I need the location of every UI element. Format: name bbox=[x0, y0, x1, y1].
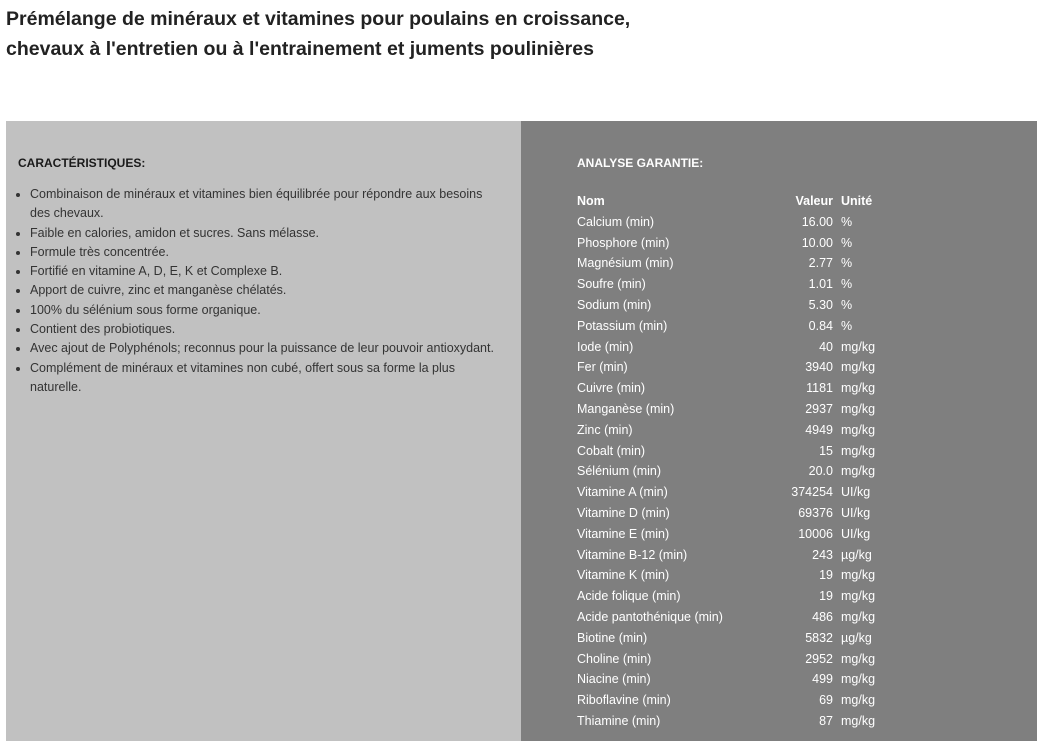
nutrient-name: Potassium (min) bbox=[577, 318, 668, 333]
column-header-name: Nom bbox=[577, 194, 605, 208]
nutrient-unit: mg/kg bbox=[841, 360, 876, 375]
nutrient-unit: % bbox=[841, 297, 853, 312]
nutrient-value: 243 bbox=[812, 547, 833, 562]
analysis-table-body bbox=[575, 212, 903, 732]
feature-item: • Combinaison de minéraux et vitamines bien équilibrée pour répondre aux besoins des chevaux. bbox=[30, 185, 500, 224]
nutrient-unit: % bbox=[841, 214, 853, 229]
nutrient-unit: µg/kg bbox=[841, 547, 872, 562]
nutrient-unit: mg/kg bbox=[841, 713, 876, 728]
nutrient-value: 5.30 bbox=[808, 297, 833, 312]
nutrient-name: Sodium (min) bbox=[577, 297, 652, 312]
nutrient-value: 5832 bbox=[805, 630, 833, 645]
nutrient-name: Cobalt (min) bbox=[577, 443, 646, 458]
nutrient-value: 1181 bbox=[806, 381, 833, 396]
nutrient-unit: % bbox=[841, 235, 853, 250]
nutrient-unit: mg/kg bbox=[841, 464, 876, 479]
nutrient-name: Choline (min) bbox=[577, 651, 652, 666]
nutrient-name: Vitamine E (min) bbox=[577, 526, 670, 541]
nutrient-value: 69 bbox=[819, 693, 833, 708]
analysis-row bbox=[575, 628, 903, 649]
nutrient-unit: mg/kg bbox=[841, 589, 876, 604]
analysis-heading: ANALYSE GARANTIE: bbox=[577, 156, 704, 170]
analysis-row bbox=[575, 711, 903, 732]
nutrient-value: 486 bbox=[812, 609, 833, 624]
analysis-row bbox=[575, 649, 903, 670]
nutrient-value: 87 bbox=[819, 713, 833, 728]
nutrient-value: 20.0 bbox=[808, 464, 833, 479]
nutrient-unit: UI/kg bbox=[841, 505, 871, 520]
nutrient-unit: % bbox=[841, 318, 853, 333]
analysis-row bbox=[575, 420, 903, 441]
nutrient-value: 40 bbox=[819, 339, 833, 354]
nutrient-unit: mg/kg bbox=[841, 693, 876, 708]
analysis-row bbox=[575, 253, 903, 274]
nutrient-name: Soufre (min) bbox=[577, 277, 646, 292]
feature-item: • Contient des probiotiques. bbox=[30, 320, 500, 339]
feature-item: • Fortifié en vitamine A, D, E, K et Complexe B. bbox=[30, 262, 500, 281]
nutrient-value: 4949 bbox=[805, 422, 833, 437]
nutrient-value: 69376 bbox=[798, 505, 833, 520]
nutrient-unit: % bbox=[841, 277, 853, 292]
nutrient-name: Riboflavine (min) bbox=[577, 693, 671, 708]
analysis-row bbox=[575, 607, 903, 628]
nutrient-unit: mg/kg bbox=[841, 443, 876, 458]
nutrient-value: 374254 bbox=[791, 485, 833, 500]
analysis-row bbox=[575, 482, 903, 503]
nutrient-name: Sélénium (min) bbox=[577, 464, 662, 479]
nutrient-name: Vitamine B-12 (min) bbox=[577, 547, 688, 562]
features-list bbox=[18, 185, 500, 397]
page-title bbox=[6, 4, 1006, 64]
feature-item: • Faible en calories, amidon et sucres. Sans mélasse. bbox=[30, 224, 500, 243]
nutrient-name: Manganèse (min) bbox=[577, 401, 675, 416]
nutrient-unit: mg/kg bbox=[841, 609, 876, 624]
nutrient-name: Acide folique (min) bbox=[577, 589, 681, 604]
feature-item: • Avec ajout de Polyphénols; reconnus pour la puissance de leur pouvoir antioxydant. bbox=[30, 339, 500, 358]
feature-item: • Formule très concentrée. bbox=[30, 243, 500, 262]
nutrient-value: 3940 bbox=[805, 360, 833, 375]
nutrient-value: 499 bbox=[812, 672, 833, 687]
nutrient-value: 0.84 bbox=[808, 318, 833, 333]
page-title-line-2: chevaux à l'entretien ou à l'entrainement et juments poulinières bbox=[6, 38, 594, 60]
nutrient-name: Acide pantothénique (min) bbox=[577, 609, 723, 624]
nutrient-name: Vitamine D (min) bbox=[577, 505, 670, 520]
nutrient-name: Zinc (min) bbox=[577, 422, 633, 437]
analysis-header-row bbox=[575, 191, 903, 212]
analysis-row bbox=[575, 378, 903, 399]
feature-item: • Apport de cuivre, zinc et manganèse chélatés. bbox=[30, 281, 500, 300]
analysis-row bbox=[575, 337, 903, 358]
nutrient-name: Vitamine A (min) bbox=[577, 485, 668, 500]
nutrient-unit: mg/kg bbox=[841, 401, 876, 416]
features-heading: CARACTÉRISTIQUES: bbox=[18, 156, 146, 170]
analysis-row bbox=[575, 545, 903, 566]
nutrient-value: 2952 bbox=[805, 651, 833, 666]
nutrient-unit: % bbox=[841, 256, 853, 271]
analysis-row bbox=[575, 524, 903, 545]
nutrient-unit: mg/kg bbox=[841, 381, 876, 396]
nutrient-name: Fer (min) bbox=[577, 360, 628, 375]
nutrient-value: 2937 bbox=[805, 401, 833, 416]
nutrient-unit: mg/kg bbox=[841, 339, 876, 354]
nutrient-name: Thiamine (min) bbox=[577, 713, 661, 728]
nutrient-value: 15 bbox=[819, 443, 833, 458]
feature-item: • 100% du sélénium sous forme organique. bbox=[30, 301, 500, 320]
page-title-line-1: Prémélange de minéraux et vitamines pour poulains en croissance, bbox=[6, 8, 631, 30]
analysis-row bbox=[575, 233, 903, 254]
nutrient-name: Calcium (min) bbox=[577, 214, 655, 229]
nutrient-unit: mg/kg bbox=[841, 568, 876, 583]
nutrient-value: 19 bbox=[819, 589, 833, 604]
analysis-row bbox=[575, 441, 903, 462]
nutrient-name: Biotine (min) bbox=[577, 630, 648, 645]
nutrient-value: 10.00 bbox=[801, 235, 833, 250]
nutrient-name: Phosphore (min) bbox=[577, 235, 670, 250]
product-panels bbox=[6, 121, 1037, 741]
analysis-row bbox=[575, 212, 903, 233]
analysis-row bbox=[575, 586, 903, 607]
analysis-row bbox=[575, 274, 903, 295]
analysis-row bbox=[575, 565, 903, 586]
features-panel bbox=[6, 121, 521, 741]
nutrient-unit: mg/kg bbox=[841, 672, 876, 687]
analysis-table bbox=[575, 191, 903, 732]
nutrient-unit: UI/kg bbox=[841, 485, 871, 500]
nutrient-unit: UI/kg bbox=[841, 526, 871, 541]
analysis-panel bbox=[521, 121, 1037, 741]
analysis-row bbox=[575, 669, 903, 690]
analysis-row bbox=[575, 461, 903, 482]
nutrient-value: 19 bbox=[819, 568, 833, 583]
nutrient-value: 1.01 bbox=[808, 277, 833, 292]
nutrient-name: Cuivre (min) bbox=[577, 381, 646, 396]
nutrient-value: 2.77 bbox=[808, 256, 833, 271]
analysis-row bbox=[575, 316, 903, 337]
column-header-value: Valeur bbox=[795, 194, 833, 208]
nutrient-name: Vitamine K (min) bbox=[577, 568, 670, 583]
analysis-row bbox=[575, 357, 903, 378]
nutrient-name: Niacine (min) bbox=[577, 672, 651, 687]
nutrient-unit: µg/kg bbox=[841, 630, 872, 645]
nutrient-value: 16.00 bbox=[801, 214, 833, 229]
analysis-row bbox=[575, 399, 903, 420]
column-header-unit: Unité bbox=[841, 194, 873, 208]
analysis-row bbox=[575, 690, 903, 711]
analysis-row bbox=[575, 295, 903, 316]
nutrient-name: Iode (min) bbox=[577, 339, 634, 354]
feature-item: • Complément de minéraux et vitamines non cubé, offert sous sa forme la plus naturelle. bbox=[30, 359, 500, 398]
nutrient-unit: mg/kg bbox=[841, 651, 876, 666]
nutrient-unit: mg/kg bbox=[841, 422, 876, 437]
nutrient-value: 10006 bbox=[798, 526, 833, 541]
nutrient-name: Magnésium (min) bbox=[577, 256, 674, 271]
analysis-row bbox=[575, 503, 903, 524]
